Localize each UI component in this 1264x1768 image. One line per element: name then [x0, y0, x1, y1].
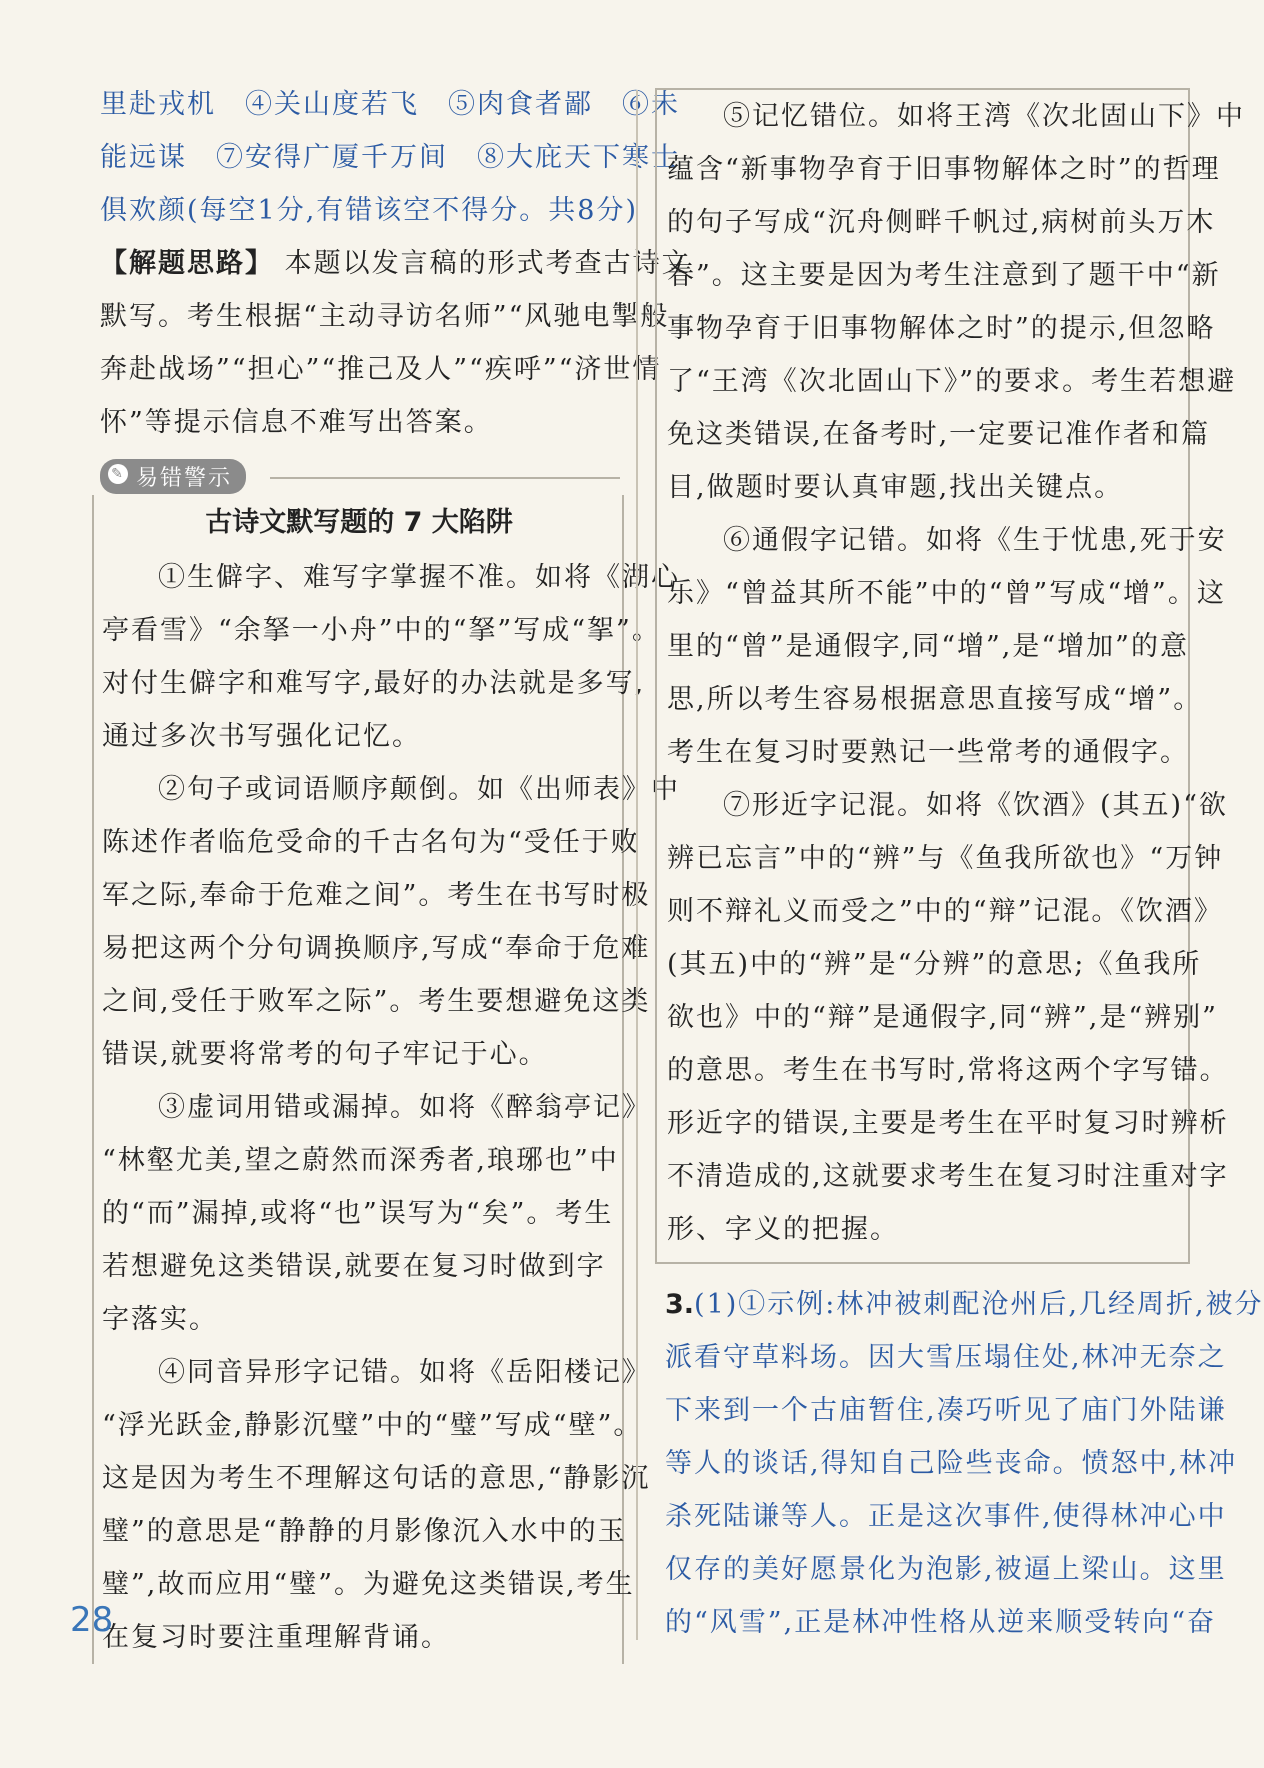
warning-header: [100, 455, 610, 495]
answer-line: 能远谋 ⑦安得广厦千万间 ⑧大庇天下寒士: [100, 142, 680, 173]
answer-block: [100, 78, 680, 237]
q3-first-line: [665, 1278, 1264, 1331]
text-line: 的句子写成“沉舟侧畔千帆过,病树前头万木: [667, 207, 1216, 238]
q3-line: 的“风雪”,正是林冲性格从逆来顺受转向“奋: [665, 1607, 1216, 1638]
warning-badge-label: 易错警示: [136, 466, 233, 491]
text-line: 不清造成的,这就要求考生在复习时注重对字: [667, 1161, 1229, 1192]
text-line: 事物孕育于旧事物解体之时”的提示,但忽略: [667, 313, 1216, 344]
warning-title: 古诗文默写题的 7 大陷阱: [205, 507, 513, 538]
thinking-first-line: [100, 237, 691, 290]
text-line: 在复习时要注重理解背诵。: [102, 1622, 450, 1653]
thinking-line: 奔赴战场”“担心”“推己及人”“疾呼”“济世情: [100, 354, 662, 385]
answer-line: 俱欢颜(每空1分,有错该空不得分。共8分): [100, 195, 639, 226]
paragraph-1: [102, 551, 680, 763]
answer-line: 里赴戎机 ④关山度若飞 ⑤肉食者鄙 ⑥未: [100, 89, 680, 120]
text-line: “林壑尤美,望之蔚然而深秀者,琅琊也”中: [102, 1145, 619, 1176]
warning-box: [92, 495, 680, 1664]
text-line: 军之际,奉命于危难之间”。考生在书写时极: [102, 880, 651, 911]
text-line: 亭看雪》“余拏一小舟”中的“拏”写成“挐”。: [102, 615, 661, 646]
question-3: [665, 1278, 1264, 1649]
q3-line: 等人的谈话,得知自己险些丧命。愤怒中,林冲: [665, 1448, 1238, 1479]
thinking-line: 本题以发言稿的形式考查古诗文: [284, 248, 691, 279]
text-line: 字落实。: [102, 1304, 218, 1335]
q3-line: (1)①示例:林冲被刺配沧州后,几经周折,被分: [694, 1289, 1264, 1320]
paragraph-4: [102, 1346, 651, 1664]
paragraph-7: [667, 779, 1229, 1256]
pen-icon: ✎: [108, 464, 128, 484]
text-line: ⑤记忆错位。如将王湾《次北固山下》中: [723, 101, 1245, 132]
text-line: 考生在复习时要熟记一些常考的通假字。: [667, 737, 1189, 768]
text-line: “浮光跃金,静影沉璧”中的“璧”写成“壁”。: [102, 1410, 643, 1441]
warning-box-continued: [655, 88, 1245, 1264]
text-line: 易把这两个分句调换顺序,写成“奉命于危难: [102, 933, 651, 964]
text-line: 陈述作者临危受命的千古名句为“受任于败: [102, 827, 640, 858]
page-number: 28: [70, 1600, 114, 1640]
q3-number: 3.: [665, 1289, 695, 1320]
text-line: 错误,就要将常考的句子牢记于心。: [102, 1039, 548, 1070]
q3-line: 杀死陆谦等人。正是这次事件,使得林冲心中: [665, 1501, 1227, 1532]
paragraph-5: [667, 90, 1245, 514]
text-line: 辨已忘言”中的“辨”与《鱼我所欲也》“万钟: [667, 843, 1224, 874]
text-line: ②句子或词语顺序颠倒。如《出师表》中: [158, 774, 680, 805]
q3-line: 派看守草料场。因大雪压塌住处,林冲无奈之: [665, 1342, 1227, 1373]
text-line: 这是因为考生不理解这句话的意思,“静影沉: [102, 1463, 651, 1494]
text-line: ④同音异形字记错。如将《岳阳楼记》: [158, 1357, 651, 1388]
text-line: 免这类错误,在备考时,一定要记准作者和篇: [667, 419, 1211, 450]
right-column: [665, 78, 1264, 1649]
text-line: 乐》“曾益其所不能”中的“曾”写成“增”。这: [667, 578, 1226, 609]
thinking-line: 怀”等提示信息不难写出答案。: [100, 407, 493, 438]
paragraph-6: [667, 514, 1227, 779]
text-line: 璧”的意思是“静静的月影像沉入水中的玉: [102, 1516, 627, 1547]
text-line: (其五)中的“辨”是“分辨”的意思;《鱼我所: [667, 949, 1202, 980]
text-line: 通过多次书写强化记忆。: [102, 721, 421, 752]
thinking-label: 【解题思路】: [100, 248, 274, 279]
text-line: ①生僻字、难写字掌握不准。如将《湖心: [158, 562, 680, 593]
text-line: 了“王湾《次北固山下》”的要求。考生若想避: [667, 366, 1237, 397]
text-line: 之间,受任于败军之际”。考生要想避免这类: [102, 986, 651, 1017]
text-line: 思,所以考生容易根据意思直接写成“增”。: [667, 684, 1203, 715]
text-line: ③虚词用错或漏掉。如将《醉翁亭记》: [158, 1092, 651, 1123]
text-line: 则不辩礼义而受之”中的“辩”记混。《饮酒》: [667, 896, 1223, 927]
text-line: 春”。这主要是因为考生注意到了题干中“新: [667, 260, 1221, 291]
warning-badge: [100, 459, 246, 494]
text-line: ⑦形近字记混。如将《饮酒》(其五)“欲: [723, 790, 1228, 821]
text-line: 蕴含“新事物孕育于旧事物解体之时”的哲理: [667, 154, 1221, 185]
thinking-line: 默写。考生根据“主动寻访名师”“风驰电掣般: [100, 301, 670, 332]
text-line: 璧”,故而应用“璧”。为避免这类错误,考生: [102, 1569, 635, 1600]
warning-rule: [270, 477, 620, 479]
paragraph-3: [102, 1081, 651, 1346]
q3-line: 下来到一个古庙暂住,凑巧听见了庙门外陆谦: [665, 1395, 1227, 1426]
left-column: [100, 78, 691, 1664]
text-line: 目,做题时要认真审题,找出关键点。: [667, 472, 1124, 503]
text-line: 对付生僻字和难写字,最好的办法就是多写,: [102, 668, 646, 699]
text-line: 里的“曾”是通假字,同“增”,是“增加”的意: [667, 631, 1189, 662]
text-line: 形、字义的把握。: [667, 1214, 899, 1245]
text-line: 的意思。考生在书写时,常将这两个字写错。: [667, 1055, 1229, 1086]
q3-line: 仅存的美好愿景化为泡影,被逼上梁山。这里: [665, 1554, 1227, 1585]
text-line: 的“而”漏掉,或将“也”误写为“矣”。考生: [102, 1198, 614, 1229]
text-line: 若想避免这类错误,就要在复习时做到字: [102, 1251, 606, 1282]
text-line: 欲也》中的“辩”是通假字,同“辨”,是“辨别”: [667, 1002, 1218, 1033]
text-line: ⑥通假字记错。如将《生于忧患,死于安: [723, 525, 1227, 556]
column-divider: [636, 90, 638, 1640]
thinking-block: [100, 237, 691, 449]
text-line: 形近字的错误,主要是考生在平时复习时辨析: [667, 1108, 1229, 1139]
paragraph-2: [102, 763, 680, 1081]
